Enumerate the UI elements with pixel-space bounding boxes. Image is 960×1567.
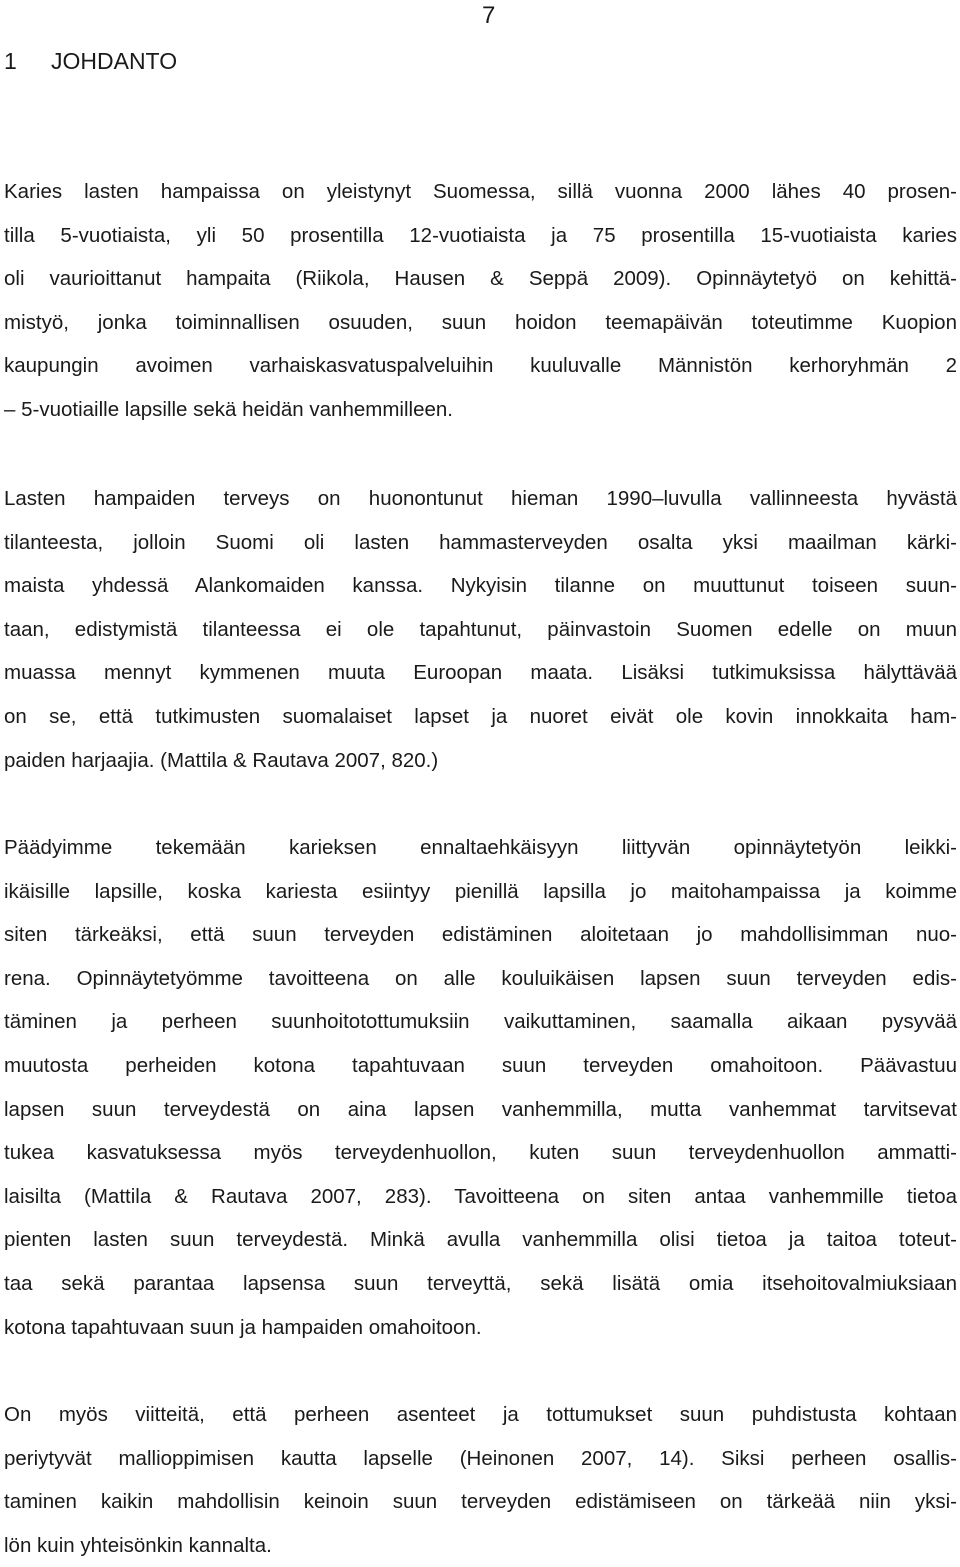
text-line: taa sekä parantaa lapsensa suun terveyttä, sekä lisätä omia itsehoitovalmiuksiaan	[4, 1271, 957, 1295]
text-line: täminen ja perheen suunhoitotottumuksiin vaikuttaminen, saamalla aikaan pysyvää	[4, 1010, 957, 1034]
text-line: maista yhdessä Alankomaiden kanssa. Nykyisin tilanne on muuttunut toiseen suun-	[4, 574, 957, 598]
chapter-title: JOHDANTO	[51, 48, 178, 74]
text-line: ikäisille lapsille, koska kariesta esiintyy pienillä lapsilla jo maitohampaissa ja koimme	[4, 879, 957, 903]
text-line: kotona tapahtuvaan suun ja hampaiden omahoitoon.	[4, 1315, 482, 1339]
text-line: periytyvät mallioppimisen kautta lapselle (Heinonen 2007, 14). Siksi perheen osallis-	[4, 1446, 957, 1470]
text-line: taan, edistymistä tilanteessa ei ole tapahtunut, päinvastoin Suomen edelle on muun	[4, 617, 957, 641]
text-line: paiden harjaajia. (Mattila & Rautava 2007, 820.)	[4, 748, 439, 772]
page-number: 7	[482, 2, 496, 29]
text-line: laisilta (Mattila & Rautava 2007, 283). Tavoitteena on siten antaa vanhemmille tietoa	[4, 1184, 957, 1208]
text-line: siten tärkeäksi, että suun terveyden edistäminen aloitetaan jo mahdollisimman nuo-	[4, 923, 957, 947]
text-line: oli vaurioittanut hampaita (Riikola, Hausen & Seppä 2009). Opinnäytetyö on kehittä-	[4, 267, 957, 291]
chapter-number: 1	[4, 48, 17, 74]
text-line: Päädyimme tekemään karieksen ennaltaehkäisyyn liittyvän opinnäytetyön leikki-	[4, 836, 957, 859]
text-line: mistyö, jonka toiminnallisen osuuden, suun hoidon teemapäivän toteutimme Kuopion	[4, 310, 957, 334]
text-line: tilla 5-vuotiaista, yli 50 prosentilla 12-vuotiaista ja 75 prosentilla 15-vuotiaista karies	[4, 223, 957, 247]
text-line: rena. Opinnäytetyömme tavoitteena on alle kouluikäisen lapsen suun terveyden edis-	[4, 966, 957, 990]
text-line: on se, että tutkimusten suomalaiset lapset ja nuoret eivät ole kovin innokkaita ham-	[4, 704, 957, 728]
text-line: muassa mennyt kymmenen muuta Euroopan maata. Lisäksi tutkimuksissa hälyttävää	[4, 661, 957, 685]
text-line: lapsen suun terveydestä on aina lapsen vanhemmilla, mutta vanhemmat tarvitsevat	[4, 1097, 957, 1121]
text-line: taminen kaikin mahdollisin keinoin suun terveyden edistämiseen on tärkeää niin yksi-	[4, 1490, 957, 1514]
text-line: Lasten hampaiden terveys on huonontunut hieman 1990–luvulla vallinneesta hyvästä	[4, 487, 957, 510]
text-line: pienten lasten suun terveydestä. Minkä avulla vanhemmilla olisi tietoa ja taitoa toteut-	[4, 1228, 957, 1252]
text-line: muutosta perheiden kotona tapahtuvaan suun terveyden omahoitoon. Päävastuu	[4, 1053, 957, 1077]
text-line: Karies lasten hampaissa on yleistynyt Suomessa, sillä vuonna 2000 lähes 40 prosen-	[4, 180, 957, 203]
text-line: tilanteesta, jolloin Suomi oli lasten hammasterveyden osalta yksi maailman kärki-	[4, 530, 957, 554]
paragraph-3	[4, 826, 957, 1349]
text-line: tukea kasvatuksessa myös terveydenhuollon, kuten suun terveydenhuollon ammatti-	[4, 1141, 957, 1165]
text-line: On myös viitteitä, että perheen asenteet ja tottumukset suun puhdistusta kohtaan	[4, 1403, 957, 1426]
paragraph-2	[4, 477, 957, 782]
paragraph-4	[4, 1393, 957, 1567]
chapter-heading	[4, 47, 177, 75]
text-line: lön kuin yhteisönkin kannalta.	[4, 1533, 272, 1557]
paragraph-1	[4, 170, 957, 432]
text-line: – 5-vuotiaille lapsille sekä heidän vanhemmilleen.	[4, 397, 453, 421]
text-line: kaupungin avoimen varhaiskasvatuspalveluihin kuuluvalle Männistön kerhoryhmän 2	[4, 354, 957, 378]
